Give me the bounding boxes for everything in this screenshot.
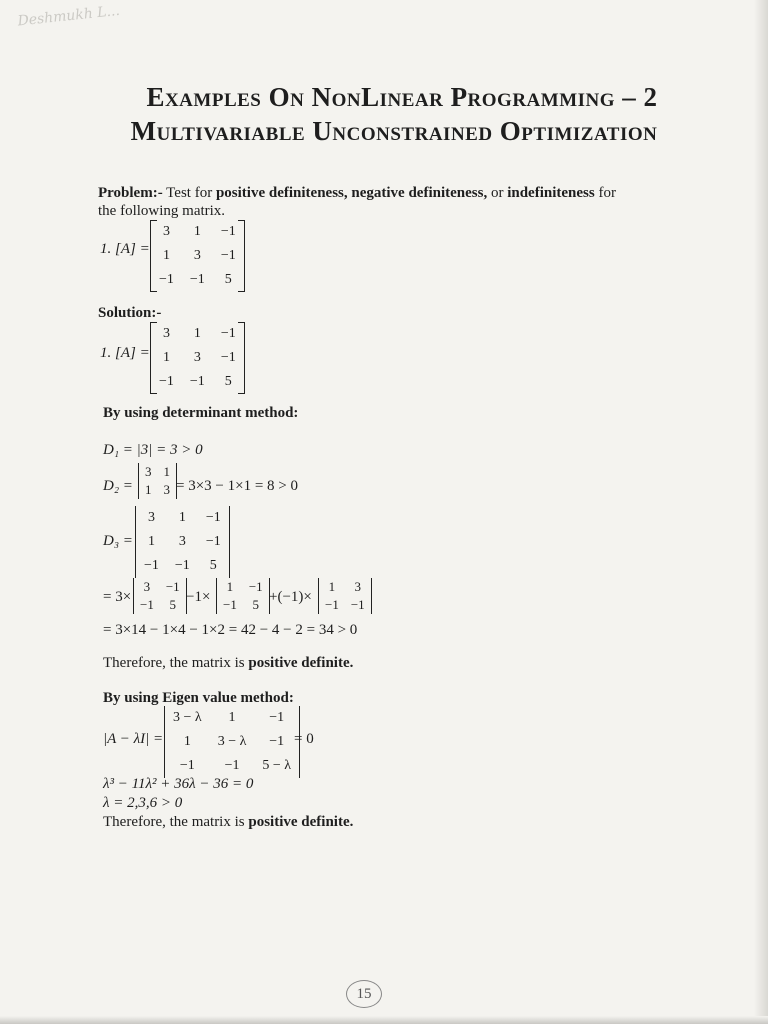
solution-label: Solution:-	[98, 305, 162, 321]
title-line-1: Examples On NonLinear Programming – 2	[146, 82, 658, 112]
matrix-row	[136, 554, 229, 578]
matrix-cell: −1	[189, 374, 205, 389]
matrix-cell: −1	[205, 510, 221, 525]
matrix-cell: 5	[252, 597, 260, 612]
eigen-method-heading: By using Eigen value method:	[103, 690, 294, 706]
matrix-cell: −1	[220, 350, 236, 365]
matrix-cell: −1	[220, 326, 236, 341]
eigen-roots: λ = 2,3,6 > 0	[103, 795, 183, 811]
matrix-cell: −1	[174, 558, 190, 573]
matrix-row	[134, 596, 186, 614]
matrix-row	[134, 578, 186, 596]
d2-label: D₂ =	[103, 478, 133, 494]
matrix-cell: 3 − λ	[217, 734, 247, 749]
matrix-row	[319, 578, 371, 596]
matrix-cell: 3	[147, 510, 155, 525]
determinant-conclusion	[103, 655, 353, 672]
matrix-cell: 3	[163, 482, 170, 497]
matrix-cell: 5	[224, 374, 232, 389]
matrix-cell: 3	[354, 579, 362, 594]
eigen-conclusion-text: Therefore, the matrix is	[103, 814, 249, 830]
minor-2	[216, 578, 270, 614]
matrix-cell: 3	[193, 248, 201, 263]
matrix-cell: −1	[179, 758, 195, 773]
problem-matrix	[150, 220, 245, 292]
matrix-row	[319, 596, 371, 614]
matrix-cell: −1	[189, 272, 205, 287]
matrix-cell: 5	[209, 558, 217, 573]
matrix-cell: −1	[269, 734, 285, 749]
eigen-lhs: |A − λI| =	[103, 731, 164, 747]
problem-bold-2: negative definiteness,	[347, 185, 488, 201]
matrix-cell: −1	[350, 597, 365, 612]
handwritten-margin-note: Deshmukh L...	[16, 2, 121, 30]
matrix-row	[151, 370, 244, 394]
matrix-cell: 1	[183, 734, 191, 749]
matrix-cell: 1	[145, 482, 152, 497]
solution-matrix	[150, 322, 245, 394]
matrix-row	[217, 596, 269, 614]
eigen-conclusion-bold: positive definite.	[248, 814, 354, 830]
matrix-cell: 1	[193, 224, 201, 239]
matrix-cell: −1	[325, 597, 339, 612]
d3-label: D₃ =	[103, 533, 133, 549]
matrix-row	[151, 322, 244, 346]
matrix-cell: −1	[269, 710, 285, 725]
matrix-cell: 3 − λ	[173, 710, 202, 725]
matrix-row	[136, 506, 229, 530]
matrix-row	[165, 706, 299, 730]
determinant-calculation: = 3×14 − 1×4 − 1×2 = 42 − 4 − 2 = 34 > 0	[103, 622, 358, 638]
matrix-cell: 3	[162, 326, 170, 341]
d2-result: = 3×3 − 1×1 = 8 > 0	[176, 478, 299, 494]
matrix-cell: 1	[178, 510, 186, 525]
matrix-cell: −1	[220, 224, 236, 239]
page-number: 15	[346, 980, 382, 1008]
scan-shadow-right	[754, 0, 768, 1024]
matrix-cell: −1	[144, 558, 159, 573]
title-line-2: Multivariable Unconstrained Optimization	[130, 116, 658, 146]
matrix-cell: 1	[328, 579, 336, 594]
characteristic-equation: λ³ − 11λ² + 36λ − 36 = 0	[103, 776, 254, 792]
matrix-cell: 1	[226, 579, 234, 594]
scan-shadow-bottom	[0, 1016, 768, 1024]
problem-item-label: 1. [A] =	[100, 241, 150, 257]
matrix-cell: 5 − λ	[262, 758, 292, 773]
matrix-row	[139, 463, 176, 481]
matrix-cell: −1	[224, 758, 240, 773]
matrix-cell: 1	[228, 710, 236, 725]
matrix-cell: 3	[143, 579, 151, 594]
matrix-cell: −1	[165, 579, 180, 594]
matrix-cell: 3	[178, 534, 186, 549]
problem-text-a: Test for	[162, 185, 216, 201]
matrix-cell: 1	[162, 350, 170, 365]
matrix-cell: 3	[193, 350, 201, 365]
solution-item-label: 1. [A] =	[100, 345, 150, 361]
determinant-method-heading: By using determinant method:	[103, 405, 299, 421]
matrix-row	[151, 346, 244, 370]
matrix-cell: 3	[145, 464, 152, 479]
eigen-conclusion	[103, 814, 353, 831]
matrix-cell: −1	[220, 248, 236, 263]
matrix-cell: 5	[169, 597, 177, 612]
matrix-cell: 1	[147, 534, 155, 549]
matrix-row	[151, 220, 244, 244]
matrix-row	[139, 481, 176, 499]
minor-3	[318, 578, 372, 614]
matrix-cell: 5	[224, 272, 232, 287]
matrix-cell: 1	[193, 326, 201, 341]
matrix-cell: −1	[159, 272, 174, 287]
problem-label: Problem:-	[98, 185, 163, 201]
conclusion-text: Therefore, the matrix is	[103, 655, 249, 671]
eigen-determinant	[164, 706, 300, 778]
expansion-coef-b: −1×	[186, 589, 211, 605]
matrix-row	[151, 244, 244, 268]
d1-equation: D₁ = |3| = 3 > 0	[103, 442, 203, 458]
problem-text-c: for	[594, 185, 616, 201]
problem-bold-1: positive definiteness,	[215, 185, 348, 201]
eigen-rhs: = 0	[294, 731, 314, 747]
matrix-cell: −1	[140, 597, 154, 612]
matrix-row	[151, 268, 244, 292]
matrix-cell: 1	[162, 248, 170, 263]
expansion-coef-c: +(−1)×	[269, 589, 312, 605]
matrix-row	[136, 530, 229, 554]
problem-text-b: or	[487, 185, 508, 201]
matrix-row	[217, 578, 269, 596]
matrix-cell: −1	[159, 374, 174, 389]
matrix-cell: 3	[162, 224, 170, 239]
matrix-cell: −1	[205, 534, 221, 549]
conclusion-bold: positive definite.	[248, 655, 354, 671]
expansion-coef-a: = 3×	[103, 589, 132, 605]
matrix-row	[165, 754, 299, 778]
problem-statement	[98, 185, 616, 202]
problem-line-2: the following matrix.	[98, 203, 226, 219]
matrix-cell: −1	[248, 579, 263, 594]
matrix-cell: −1	[223, 597, 237, 612]
matrix-cell: 1	[163, 464, 170, 479]
minor-1	[133, 578, 187, 614]
matrix-row	[165, 730, 299, 754]
d3-determinant	[135, 506, 230, 578]
problem-bold-3: indefiniteness	[507, 185, 595, 201]
d2-determinant	[138, 463, 177, 499]
